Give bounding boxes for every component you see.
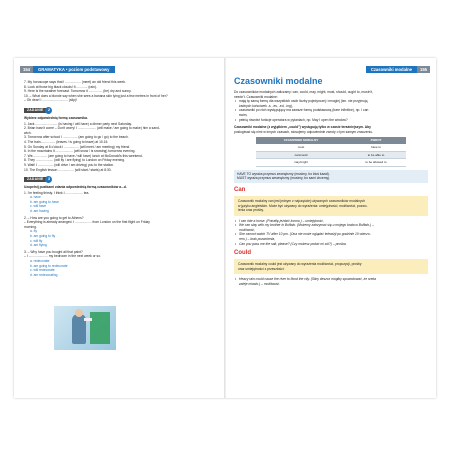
table-header: ZWROT [346, 137, 406, 144]
could-info-box [234, 259, 428, 274]
paint-roller [84, 318, 92, 321]
note-paragraph [234, 125, 428, 134]
exercise-line: 1. Jack ........................ (is having / will have) a dinner party next Saturday. [24, 121, 132, 126]
exercise-line: 10. The English lesson ................. (will start / starts) at 8:30. [24, 167, 112, 172]
note-line: posługiwać się nimi w innych czasach, stosujemy odpowiednie zwroty o tym samym znaczeniu. [234, 129, 373, 134]
exercise-line: 2. Brian hasn't come – Don't worry! I .................... (will make / am going to make) him a sand- [24, 126, 160, 131]
table-cell: must [256, 144, 346, 151]
left-header [20, 65, 115, 73]
answer-option: c. will redecorate [30, 268, 55, 273]
answer-option: b. am going to redecorate [30, 263, 68, 268]
task-2-instruction: Wybierz odpowiednią formę czasownika. [24, 115, 88, 120]
can-info-box [234, 196, 428, 216]
task-3-instruction: Uzupełnij pustkami zdania odpowiednią formą czasowników a.–d. [24, 185, 127, 190]
book-spread [14, 58, 436, 398]
answer-option: d. am redecorating [30, 272, 58, 277]
answer-option: d. am flying [30, 243, 47, 248]
box-line: Czasownik modalny could jest używany do wyrażenia możliwości, propozycji, prośby [238, 262, 362, 267]
note-line: Czasowniki modalne (z wyjątkiem „could") występują tylko w czasie teraźniejszym. Aby [234, 125, 372, 130]
bullet-continuation: swim, [239, 112, 248, 117]
right-page [226, 58, 436, 398]
intro-line: needn't. Czasowniki modalne: [234, 94, 278, 99]
intro-line: Do czasowników modalnych zaliczamy: can, could, may, might, must, should, ought to, mustn't, [234, 90, 373, 94]
task-3-header [24, 176, 216, 183]
example-item: • I can ride a horse. (Potrafię jeździć konno.) – umiejętność, [234, 219, 428, 224]
exercise-line: 7. We................ (are going to have / will have) lunch at McDonald's this weekend. [24, 153, 143, 158]
table-row [256, 159, 406, 167]
table-cell: to be allowed to [346, 159, 406, 167]
exercise-line: 7. My horoscope says that I ................. (meet) an old friend this week. [24, 80, 126, 84]
answer-option: c. will fly [30, 238, 43, 243]
answer-option: a. fly [30, 229, 37, 234]
left-page-number: 154 [20, 66, 33, 73]
question-line: morning. [24, 224, 37, 229]
task-number: 2 [45, 107, 52, 114]
table-cell: to be able to [346, 151, 406, 159]
task-label: ZADANIE [24, 177, 46, 183]
table-row [256, 151, 406, 159]
could-heading: Could [234, 250, 251, 257]
left-header-title: GRAMATYKA • poziom podstawowy [33, 66, 115, 73]
bullet-item: • pełnią również funkcje operatora w pytaniach, np. May I open the window? [234, 118, 428, 123]
exercise-line: 5. On Sunday at 8 o'clock I ................ (will meet / am meeting) my friend. [24, 144, 131, 149]
bullet-continuation: żadnych końcówek -s, -es, -ed, -ing), [239, 103, 293, 108]
table-header-row [256, 137, 406, 144]
example-item: • Heavy rain could cause the river to flood the city. (Silny deszcz mógłby spowodować, że rzeka [234, 277, 428, 282]
exercise-line: – Oh dear! I ............................ (slip)! [24, 98, 77, 103]
right-header [366, 65, 430, 73]
question-line: 3. – Why have you bought all that paint? [24, 249, 83, 254]
right-content [234, 76, 428, 287]
question-line: 2. – How are you going to get to Athens? [24, 215, 84, 220]
exercise-line: 9. Here is the weather forecast. Tomorrow it ............... (be) dry and sunny. [24, 89, 132, 94]
table-cell: may/might [256, 159, 346, 167]
box-line: lenia oraz prośby. [238, 208, 264, 213]
box-line: w języku angielskim. Może być używany do wyrażenia: umiejętności, możliwości, pozwo- [238, 203, 368, 208]
exercise-line: 4. The train................ (leaves / is going to leave) at 10.15. [24, 139, 109, 144]
example-continuation: możliwość, [239, 227, 256, 232]
task-label: ZADANIE [24, 108, 46, 114]
page-title: Czasowniki modalne [234, 76, 323, 86]
person-head [75, 309, 83, 317]
example-continuation: zaleje miasto.) – możliwość. [239, 282, 281, 287]
right-header-title: Czasowniki modalne [366, 66, 417, 73]
bullet-item: • mają tę samą formę dla wszystkich osób liczby pojedynczej i mnogiej (tzn. nie przyjmują [234, 99, 428, 104]
task-number: 3 [45, 176, 52, 183]
question-line: 1. I'm feeling thirsty. I think I ................... tea. [24, 190, 90, 195]
table-row [256, 144, 406, 151]
example-continuation: rem.) – brak pozwolenia, [239, 237, 276, 242]
answer-option: b. am going to have [30, 199, 59, 204]
box-line: Czasownik modalny can jest jednym z najczęściej używanych czasowników modalnych [238, 198, 366, 203]
answer-option: c. will have [30, 204, 47, 209]
answer-option: a. redecorate [30, 259, 50, 263]
left-content [24, 80, 216, 277]
painting-photo [54, 306, 116, 350]
box-line: oraz umiejętności z przeszłości: [238, 266, 285, 271]
table-cell: can/could [256, 151, 346, 159]
left-page [14, 58, 224, 398]
answer-option: b. am going to fly [30, 234, 56, 239]
table-header: CZASOWNIK MODALNY [256, 137, 346, 144]
right-page-number: 155 [417, 66, 430, 73]
answer-option: d. am having [30, 209, 49, 214]
paint-stripe [90, 312, 110, 344]
task-2-header [24, 107, 216, 114]
exercise-line: 8. Look at those big black clouds! It ............ (rain). [24, 84, 97, 89]
example-item: • We can stay with my brother in Buffalo. (Możemy zatrzymać się u mojego brata w Buffalo.) – [234, 223, 428, 228]
shade-line: MUST wyraża przymus wewnętrzny (musimy, bo sami chcemy). [237, 176, 331, 181]
have-to-must-box [234, 170, 428, 183]
exercise-line: 10. – What does a blonde say when she sees a banana skin lying just a few metres in front of her? [24, 93, 168, 98]
example-item: • Can you pass me the salt, please? (Czy możesz podać mi sól?) – prośba. [234, 242, 428, 247]
question-line: – Everything is already arranged. I .................. from London on the first flight on Friday [24, 220, 150, 225]
exercise-line: 8. They ................... (will fly / are flying) to London on Friday evening. [24, 158, 125, 163]
modal-verbs-table [256, 137, 406, 166]
can-heading: Can [234, 186, 246, 193]
exercise-line: wich. [24, 130, 32, 135]
question-line: – I ..................... my bedroom in the next week or so. [24, 254, 101, 259]
exercise-line: 9. Wait! I ................. (will drive / am driving) you to the station. [24, 162, 115, 167]
table-cell: have to [346, 144, 406, 151]
exercise-line: 3. Tomorrow after school I ................ (am going to go / go) to the beach. [24, 135, 129, 140]
example-item: • She cannot watch TV after 10 pm. (Ona nie może oglądać telewizji po godzinie 10 wieczo- [234, 232, 428, 237]
exercise-line: 6. In the mountains it ................... (will snow / is snowing) tomorrow evening. [24, 149, 136, 154]
shade-line: HAVE TO wyraża przymus zewnętrzny (musimy, bo ktoś kazał). [237, 171, 330, 176]
bullet-item: • czasowniki po nich występujący ma zawsze formę podstawową (bare infinitive), np. I can [234, 108, 428, 113]
answer-option: a. have [30, 195, 41, 200]
